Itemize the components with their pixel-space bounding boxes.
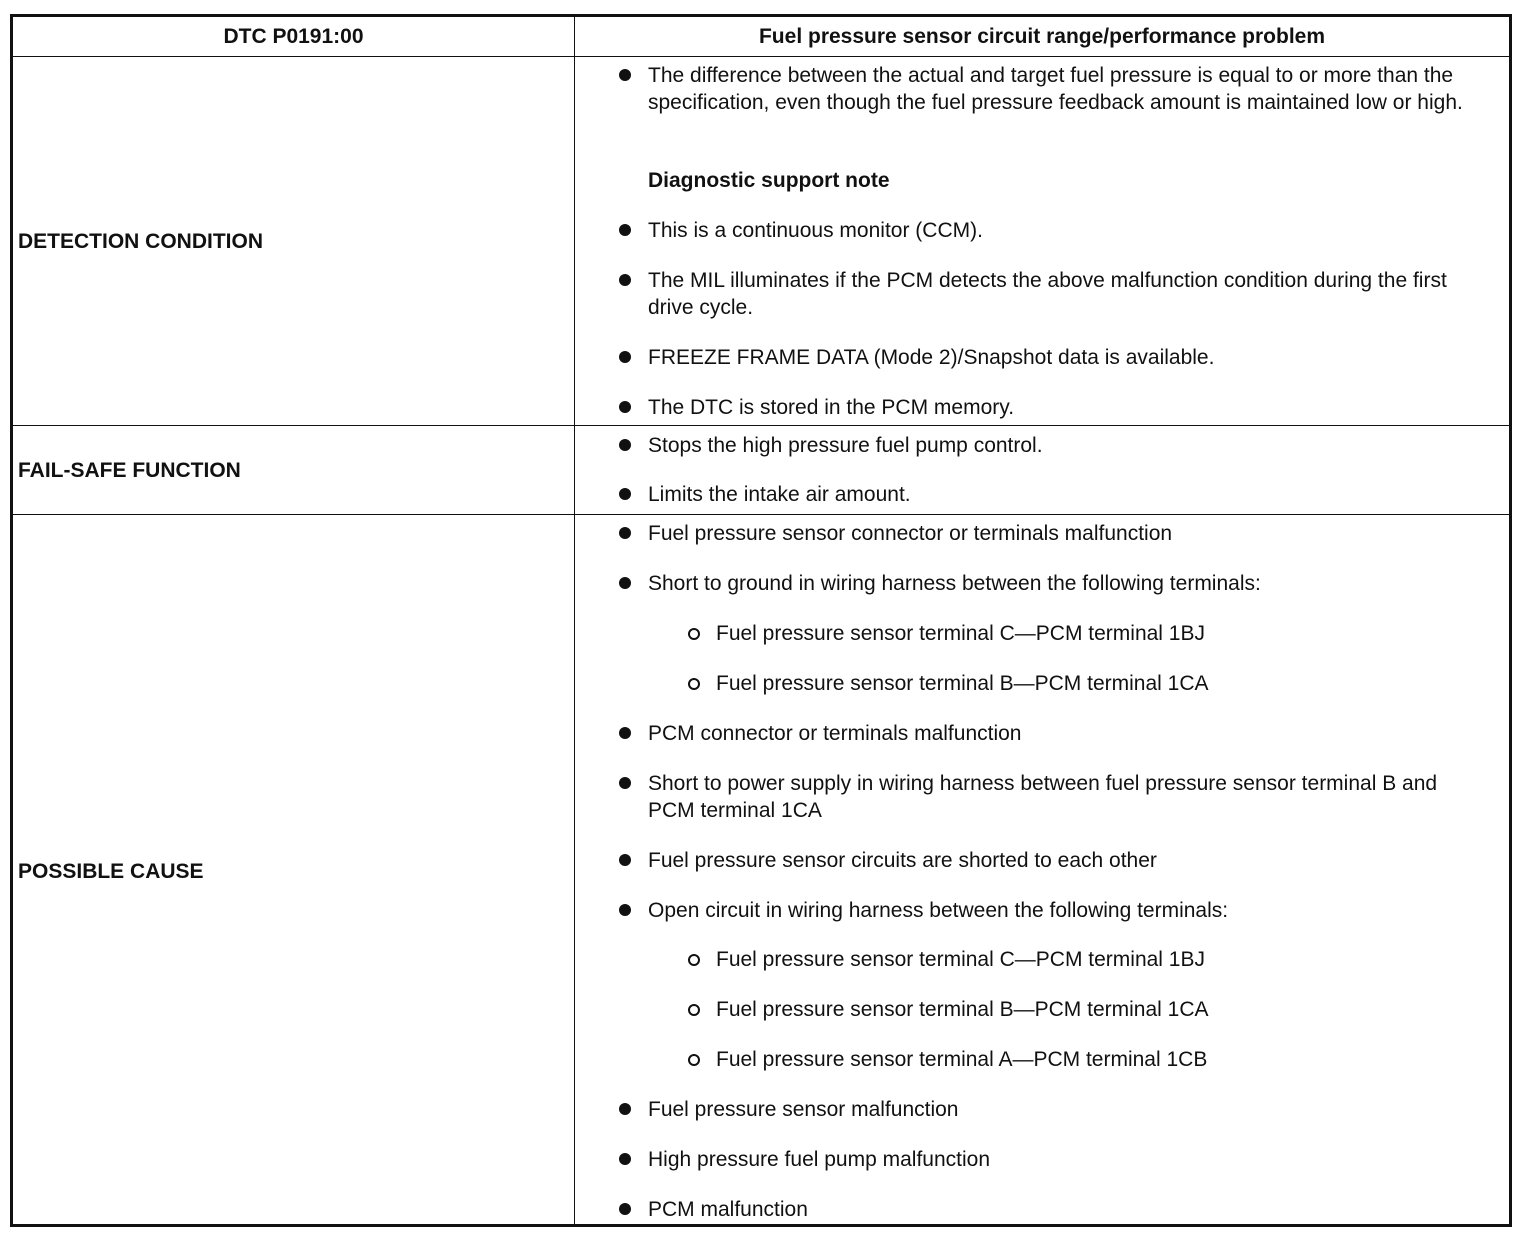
open-bullet-icon (688, 1004, 700, 1016)
open-bullet-icon (688, 678, 700, 690)
list-item: Fuel pressure sensor connector or terminals malfunction (648, 520, 1489, 547)
list-item: Fuel pressure sensor malfunction (648, 1096, 1489, 1123)
bullet-icon (619, 1103, 631, 1115)
bullet-icon (619, 904, 631, 916)
bullet-icon (619, 274, 631, 286)
list-item: Fuel pressure sensor circuits are shorted to each other (648, 847, 1489, 874)
open-bullet-icon (688, 1054, 700, 1066)
list-item: High pressure fuel pump malfunction (648, 1146, 1489, 1173)
sub-list-item: Fuel pressure sensor terminal C—PCM terminal 1BJ (716, 946, 1489, 973)
detection-condition-label: DETECTION CONDITION (18, 230, 263, 253)
fail-safe-content (575, 426, 1509, 514)
list-item: FREEZE FRAME DATA (Mode 2)/Snapshot data is available. (648, 344, 1489, 371)
list-item: This is a continuous monitor (CCM). (648, 217, 1489, 244)
diagnostic-support-note-heading: Diagnostic support note (648, 169, 890, 192)
list-item: Short to ground in wiring harness between the following terminals: (648, 570, 1489, 597)
dtc-table (10, 14, 1512, 1227)
bullet-icon (619, 527, 631, 539)
bullet-icon (619, 1203, 631, 1215)
bullet-icon (619, 488, 631, 500)
fail-safe-function-label: FAIL-SAFE FUNCTION (18, 459, 241, 482)
list-item: Limits the intake air amount. (648, 481, 1489, 508)
list-item: PCM connector or terminals malfunction (648, 720, 1489, 747)
bullet-icon (619, 224, 631, 236)
bullet-icon (619, 777, 631, 789)
bullet-icon (619, 1153, 631, 1165)
sub-list-item: Fuel pressure sensor terminal A—PCM terminal 1CB (716, 1046, 1489, 1073)
bullet-icon (619, 854, 631, 866)
bullet-icon (619, 577, 631, 589)
sub-list-item: Fuel pressure sensor terminal B—PCM terminal 1CA (716, 670, 1489, 697)
bullet-icon (619, 351, 631, 363)
list-item: PCM malfunction (648, 1196, 1489, 1223)
bullet-icon (619, 439, 631, 451)
list-item: The DTC is stored in the PCM memory. (648, 394, 1489, 421)
list-item: The MIL illuminates if the PCM detects the above malfunction condition during the first drive cycle. (648, 267, 1489, 321)
open-bullet-icon (688, 954, 700, 966)
sub-list-item: Fuel pressure sensor terminal B—PCM terminal 1CA (716, 996, 1489, 1023)
list-item: Stops the high pressure fuel pump control. (648, 432, 1489, 459)
open-bullet-icon (688, 628, 700, 640)
bullet-icon (619, 727, 631, 739)
list-item: The difference between the actual and target fuel pressure is equal to or more than the specification, even though the fuel pressure feedback amount is maintained low or high. (648, 62, 1489, 116)
possible-cause-label: POSSIBLE CAUSE (18, 860, 204, 883)
dtc-description-header: Fuel pressure sensor circuit range/performance problem (758, 25, 1325, 48)
bullet-icon (619, 401, 631, 413)
list-item: Short to power supply in wiring harness between fuel pressure sensor terminal B and PCM terminal 1CA (648, 770, 1489, 824)
dtc-code-header: DTC P0191:00 (223, 25, 364, 48)
list-item: Open circuit in wiring harness between the following terminals: (648, 897, 1489, 924)
detection-condition-content (575, 57, 1509, 425)
sub-list-item: Fuel pressure sensor terminal C—PCM terminal 1BJ (716, 620, 1489, 647)
possible-cause-content (575, 515, 1509, 1225)
bullet-icon (619, 69, 631, 81)
